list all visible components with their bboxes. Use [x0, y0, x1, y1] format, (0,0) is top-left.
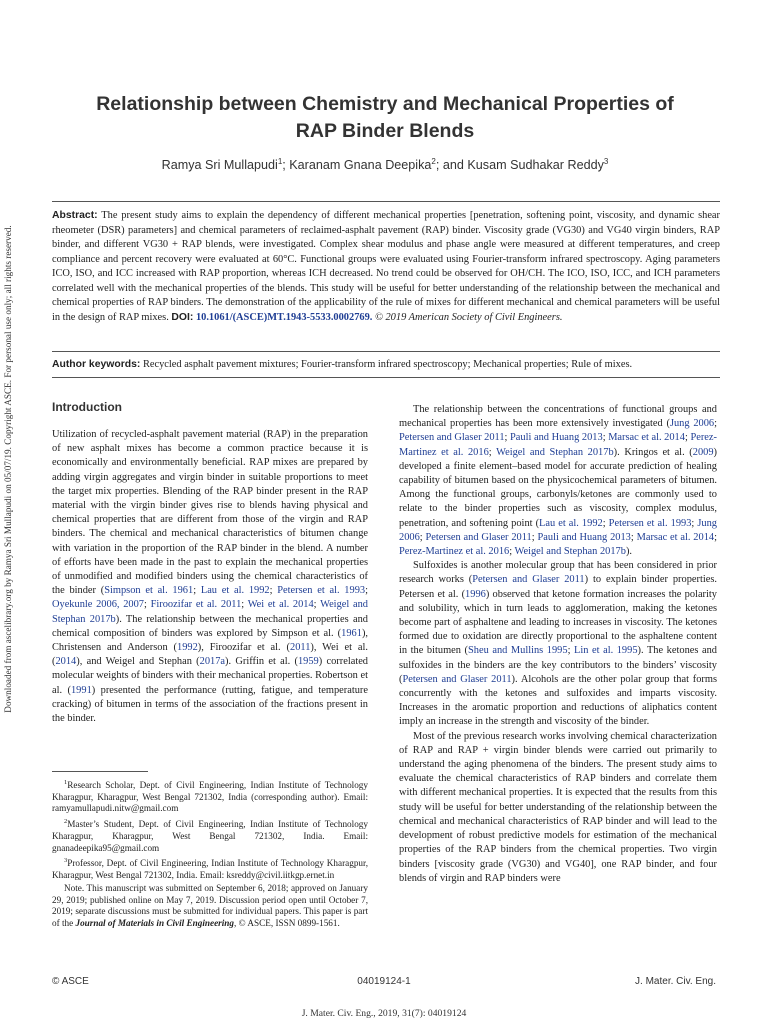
citation-link[interactable]: Lau et al. 1992	[539, 517, 603, 529]
copyright-text: © 2019 American Society of Civil Engineers.	[372, 311, 563, 323]
footnotes	[52, 777, 368, 931]
paragraph-text: ;	[567, 645, 575, 657]
citation-link[interactable]: Petersen et al. 1993	[277, 585, 366, 597]
paragraph-text: ), Firoozifar et al. (	[197, 642, 290, 654]
abstract	[52, 209, 720, 325]
right-column	[399, 403, 717, 886]
author-separator: ;	[282, 158, 290, 173]
keywords-text: Recycled asphalt pavement mixtures; Fourier-transform infrared spectroscopy; Mechanical properties; Rule of mixes.	[140, 359, 633, 370]
paragraph-text: ). Griffin et al. (	[225, 656, 298, 668]
paragraph-text: ). The ketones and sulfoxides in the binders are the key contributors to the binders’ viscosity (	[399, 645, 717, 685]
footnote-marker: 2	[64, 818, 68, 826]
citation-link[interactable]: Pauli and Huang 2013	[510, 432, 603, 444]
paragraph-text: ;	[684, 432, 691, 444]
footnote-text: Master’s Student, Dept. of Civil Engineering, Indian Institute of Technology Kharagpur, Kharagpur, West Bengal 721302, India. Email: gnanadeepika95@gmail.com	[52, 819, 368, 853]
paragraph-text: ). The relationship between the mechanical properties and chemical composition of binders was explored by Simpson et al. (	[52, 613, 368, 639]
footnote-marker: 3	[64, 857, 68, 865]
author-affiliation-marker: 3	[603, 157, 609, 166]
author-name: Kusam Sudhakar Reddy	[467, 158, 604, 173]
footnote	[52, 883, 368, 930]
citation-link[interactable]: Perez-Martinez et al. 2016	[399, 546, 510, 558]
citation-link[interactable]: 2011	[290, 642, 311, 654]
body-paragraph	[399, 559, 717, 729]
paragraph-text: ) observed that ketone formation increases the polarity and solubility, which in turn leads to agglomeration, making the ketones become part of asphaltene and leading to increases in viscosity. The ketones formed due to oxidation are directly proportional to the asphaltene content in the bitumen (	[399, 588, 717, 657]
paragraph-text: ;	[269, 585, 278, 597]
paragraph-text: ) to explain binder properties. Petersen et al. (	[399, 574, 717, 600]
paragraph-text: ;	[419, 531, 426, 543]
citation-link[interactable]: 1961	[341, 627, 362, 639]
paragraph-text: ) developed a finite element–based model for accurate prediction of healing capability of bitumen based on the physicochemical parameters of bitumen. Among the functional groups, carbonyls/ketones are commonly used to relate to the binder properties such as viscosity, complex modulus, penetration, and softening point (	[399, 446, 718, 529]
citation-link[interactable]: Wei et al. 2014	[247, 599, 314, 611]
citation-link[interactable]: 2014	[55, 656, 77, 668]
citation-link[interactable]: Weigel and Stephan 2017b	[496, 446, 614, 458]
footer-copyright: © ASCE	[52, 976, 89, 987]
paragraph-text: The relationship between the concentrations of functional groups and mechanical properties has been more extensively investigated (	[399, 404, 717, 430]
citation-link[interactable]: Lau et al. 1992	[200, 585, 270, 597]
footnote-text: Professor, Dept. of Civil Engineering, Indian Institute of Technology Kharagpur, Kharagpur, West Bengal 721302, India. Email: ksreddy@civil.iitkgp.ernet.in	[52, 858, 368, 881]
paragraph-text: ), and Weigel and Stephan (	[76, 656, 200, 668]
footnote	[52, 816, 368, 854]
paragraph-text: ;	[365, 585, 368, 597]
footnote	[52, 855, 368, 881]
citation-link[interactable]: Marsac et al. 2014	[608, 432, 685, 444]
citation-link[interactable]: Perez-Martinez et al. 2016	[399, 432, 717, 458]
footnote-text: , © ASCE, ISSN 0899-1561.	[234, 917, 340, 928]
citation-link[interactable]: Petersen and Glaser 2011	[399, 432, 505, 444]
doi-link[interactable]: 10.1061/(ASCE)MT.1943-5533.0002769.	[195, 311, 373, 323]
paragraph-text: ;	[241, 599, 248, 611]
paragraph-text: ;	[143, 599, 151, 611]
citation-link[interactable]: Weigel and Stephan 2017b	[514, 546, 626, 558]
citation-link[interactable]: Sheu and Mullins 1995	[467, 645, 568, 657]
footnote-marker: 1	[64, 779, 68, 786]
citation-link[interactable]: Lin et al. 1995	[574, 645, 638, 657]
citation-link[interactable]: Firoozifar et al. 2011	[150, 599, 242, 611]
footnote-text: Note. This manuscript was submitted on September 6, 2018; approved on January 29, 2019; published online on May 7, 2019. Discussion period open until October 7, 2019; separate discussions must be submitted for individual papers. This paper is part of the	[52, 882, 368, 928]
citation-link[interactable]: Jung 2006	[399, 517, 717, 543]
paragraph-text: ;	[504, 432, 511, 444]
author-name: Karanam Gnana Deepika	[289, 158, 432, 173]
citation-link[interactable]: Petersen et al. 1993	[608, 517, 692, 529]
author-keywords	[52, 358, 720, 372]
paragraph-text: ;	[193, 585, 201, 597]
citation-link[interactable]: Petersen and Glaser 2011	[472, 574, 585, 586]
abstract-label: Abstract:	[52, 210, 98, 221]
body-paragraph	[399, 730, 717, 886]
citation-link[interactable]: 1959	[297, 656, 319, 668]
citation-link[interactable]: Petersen and Glaser 2011	[402, 673, 512, 685]
divider-top	[52, 201, 720, 202]
paragraph-text: ;	[602, 517, 609, 529]
paragraph-text: ), Wei et al. (	[52, 642, 368, 668]
citation-link[interactable]: Jung 2006	[669, 418, 715, 430]
citation-link[interactable]: Oyekunle 2006, 2007	[52, 599, 144, 611]
paragraph-text: ) presented the performance (rutting, fatigue, and temperature cracking) of bitumen in terms of the association of the fractions present in the binder.	[52, 684, 368, 725]
footnote-text: Research Scholar, Dept. of Civil Engineering, Indian Institute of Technology Kharagpur, Kharagpur, West Bengal 721302, India (corresponding author). Email: ramyamullapudi.nitw@gmail.com	[52, 780, 368, 814]
footer-journal: J. Mater. Civ. Eng.	[635, 976, 716, 987]
citation-link[interactable]: Weigel and Stephan 2017b	[52, 599, 368, 625]
author-affiliation-marker: 1	[277, 157, 283, 166]
paragraph-text: Most of the previous research works involving chemical characterization of RAP and RAP + virgin binder blends were carried out primarily to understand the aging phenomena of the binders. The present study aims to evaluate the chemical characteristics of RAP binders and correlate them with different mechanical properties. It is expected that the results from this study will be useful for better understanding of the relationship between the chemical and mechanical characteristics of RAP binder and will lead to the development of robust predictive models for estimation of the mechanical properties of the RAP binders from the chemical properties. Two virgin binders [viscosity grade (VG30) and VG40], one RAP binder, and four blends of virgin and RAP binders were	[399, 730, 717, 884]
paragraph-text: ;	[509, 546, 515, 558]
left-column	[52, 428, 368, 726]
paragraph-text: ). Alcohols are the other polar group that forms concurrently with the ketones and sulfoxides and imparts viscosity. Increases in the aromatic proportion and reductions of aliphatics content imply an increase in the strength and viscosity of the binder.	[399, 673, 717, 728]
author-list	[60, 157, 710, 172]
body-paragraph	[52, 428, 368, 726]
download-notice	[1, 225, 15, 713]
paper-title: Relationship between Chemistry and Mechanical Properties of RAP Binder Blends	[96, 93, 674, 142]
body-paragraph	[399, 403, 717, 559]
citation-link[interactable]: Petersen and Glaser 2011	[425, 531, 532, 543]
citation-link[interactable]: 1991	[70, 684, 92, 696]
author-separator: ; and	[435, 158, 468, 173]
divider-middle	[52, 351, 720, 352]
paragraph-text: ;	[488, 446, 497, 458]
paragraph-text: ;	[602, 432, 609, 444]
citation-link[interactable]: Pauli and Huang 2013	[537, 531, 631, 543]
paragraph-text: ;	[531, 531, 538, 543]
paragraph-text: ;	[714, 531, 717, 543]
paragraph-text: ) correlated molecular weights of binders with their mechanical properties. Robertson et al. (	[52, 656, 369, 696]
footnote-rule	[52, 771, 148, 772]
paragraph-text: ).	[625, 546, 632, 558]
paragraph-text: ). Kringos et al. (	[613, 446, 693, 458]
citation-link[interactable]: Simpson et al. 1961	[104, 585, 194, 597]
paragraph-text: ;	[691, 517, 698, 529]
footer-article-number: 04019124-1	[357, 976, 411, 987]
paragraph-text: Sulfoxides is another molecular group that has been considered in prior research works (	[399, 560, 717, 586]
download-notice-text: Downloaded from ascelibrary.org by Ramya Sri Mullapudi on 05/07/19. Copyright ASCE. For personal use only; all rights reserved.	[3, 225, 13, 713]
citation-link[interactable]: Marsac et al. 2014	[636, 531, 715, 543]
keywords-label: Author keywords:	[52, 359, 141, 370]
paragraph-text: ), Christensen and Anderson (	[52, 627, 368, 654]
section-heading-introduction: Introduction	[52, 400, 122, 414]
citation-link[interactable]: 1992	[177, 642, 198, 654]
journal-name: Journal of Materials in Civil Engineering	[75, 917, 235, 928]
author-affiliation-marker: 2	[431, 157, 436, 166]
citation-link[interactable]: 2009	[692, 446, 714, 458]
paragraph-text: ;	[313, 599, 321, 611]
citation-line: J. Mater. Civ. Eng., 2019, 31(7): 04019124	[301, 1008, 467, 1019]
divider-bottom	[52, 377, 720, 378]
citation-link[interactable]: 2017a	[199, 656, 226, 668]
citation-link[interactable]: 1996	[465, 588, 486, 600]
footnote	[52, 777, 368, 815]
doi-label: DOI:	[171, 311, 194, 323]
abstract-text: The present study aims to explain the dependency of different mechanical properties [penetration, softening point, viscosity, and dynamic shear rheometer (DSR) parameters] and chemical parameters of reclaimed-asphalt pavement (RAP) binder. Viscosity grade (VG30) and VG40 virgin binders, RAP binder, and different VG30 + RAP blends, were investigated. Complex shear modulus and phase angle were measured at different temperatures, and creep compliance and percent recovery were evaluated at 60°C. Functional groups were evaluated using Fourier-transform infrared spectroscopy. Aging parameters ICO, ISO, and ICC increased with RAP proportion, whereas ICH decreased. No trend could be observed for OH/CH. The ICO, ISO, ICC, and ICH parameters correlated well with the mechanical properties of the blends. This study will be useful for better understanding of the relationship between the mechanical and chemical properties of RAP binders. The demonstration of the applicability of the rule of mixes for different mechanical and chemical parameters will be useful in the design of RAP mixes.	[52, 210, 720, 323]
paragraph-text: Utilization of recycled-asphalt pavement material (RAP) in the preparation of new asphalt mixes has become a common practice because it is economically and environmentally beneficial. RAP mixes are prepared by adding virgin aggregates and virgin binder in suitable proportions to meet the target mix properties. Blending of the RAP binder present in the RAP material with the virgin binder gives rise to blends having physical and chemical properties that are different from those of the virgin and RAP binders. The chemical and mechanical characteristics of bitumen change with variation in the proportion of the RAP binder in the blend. A number of efforts have been made in the past to explain the mechanical properties of unmodified and modified binders using the chemical characteristics of the binder (	[52, 429, 368, 597]
paragraph-text: ;	[630, 531, 637, 543]
paragraph-text: ;	[714, 418, 717, 430]
author-name: Ramya Sri Mullapudi	[161, 158, 278, 173]
